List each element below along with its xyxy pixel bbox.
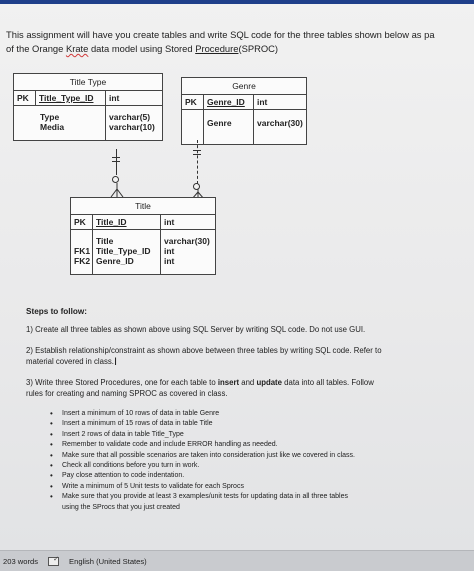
steps-section bbox=[26, 306, 466, 513]
column-rows: Genre varchar(30) bbox=[182, 110, 306, 144]
proofing-icon[interactable] bbox=[48, 557, 59, 566]
intro-paragraph bbox=[6, 28, 474, 56]
list-item: • Pay close attention to code indentation. bbox=[52, 471, 466, 481]
one-mark bbox=[112, 161, 120, 162]
step-1: 1) Create all three tables as shown above using SQL Server by writing SQL code. Do not use GUI. bbox=[26, 325, 366, 334]
list-item-continuation: using the SProcs that you just created bbox=[62, 503, 180, 511]
pk-row: PK Title_Type_ID int bbox=[14, 91, 162, 106]
steps-heading: Steps to follow: bbox=[26, 307, 87, 316]
one-mark bbox=[193, 154, 201, 155]
text-cursor-icon: I bbox=[113, 356, 118, 368]
relation-line-genre bbox=[197, 140, 198, 184]
intro-line-2: of the Orange Krate data model using Stored Procedure(SPROC) bbox=[6, 43, 279, 54]
relation-line-title-type bbox=[116, 149, 117, 175]
page-top-border bbox=[0, 0, 474, 4]
pk-row: PK Genre_ID int bbox=[182, 95, 306, 110]
list-item: • Insert a minimum of 10 rows of data in table Genre bbox=[52, 409, 466, 419]
list-item: • Insert 2 rows of data in table Title_Type bbox=[52, 430, 466, 440]
intro-line-1: This assignment will have you create tables and write SQL code for the three tables shown below as pa bbox=[6, 29, 435, 40]
one-mark bbox=[193, 150, 201, 151]
underlined-procedure: Procedure bbox=[195, 43, 239, 54]
spellcheck-word-krate: Krate bbox=[65, 43, 89, 54]
language-indicator[interactable]: English (United States) bbox=[69, 556, 147, 566]
list-item: • Insert a minimum of 15 rows of data in table Title bbox=[52, 419, 466, 429]
status-bar bbox=[0, 550, 474, 571]
one-mark bbox=[112, 157, 120, 158]
list-item: • Remember to validate code and include ERROR handling as needed. bbox=[52, 440, 466, 450]
er-table-title-type bbox=[13, 73, 163, 141]
er-table-title bbox=[70, 197, 216, 275]
column-rows: Type Media varchar(5) varchar(10) bbox=[14, 106, 162, 140]
list-item: • Write a minimum of 5 Unit tests to validate for each Sprocs bbox=[52, 482, 466, 492]
table-header: Title bbox=[71, 198, 215, 215]
step-3: 3) Write three Stored Procedures, one for each table to insert and update data into all tables. Follow rules for creating and naming SPROC as covered in class. bbox=[26, 378, 374, 398]
list-item: • Make sure that all possible scenarios are taken into consideration just like we covered in class. bbox=[52, 451, 466, 461]
column-rows: FK1 FK2 Title Title_Type_ID Genre_ID varchar(30) int int bbox=[71, 230, 215, 274]
list-item: • Check all conditions before you turn in work. bbox=[52, 461, 466, 471]
table-header: Genre bbox=[182, 78, 306, 95]
table-header: Title Type bbox=[14, 74, 162, 91]
pk-row: PK Title_ID int bbox=[71, 215, 215, 230]
requirements-list bbox=[52, 409, 466, 513]
er-table-genre bbox=[181, 77, 307, 145]
step-2: 2) Establish relationship/constraint as shown above between three tables by writing SQL code. Refer to material covered in class.I bbox=[26, 346, 382, 368]
word-count[interactable]: 203 words bbox=[3, 556, 39, 566]
optional-mark bbox=[112, 176, 119, 183]
list-item: • Make sure that you provide at least 3 examples/unit tests for updating data in all three tables bbox=[52, 492, 466, 502]
many-crowfoot bbox=[110, 183, 124, 197]
